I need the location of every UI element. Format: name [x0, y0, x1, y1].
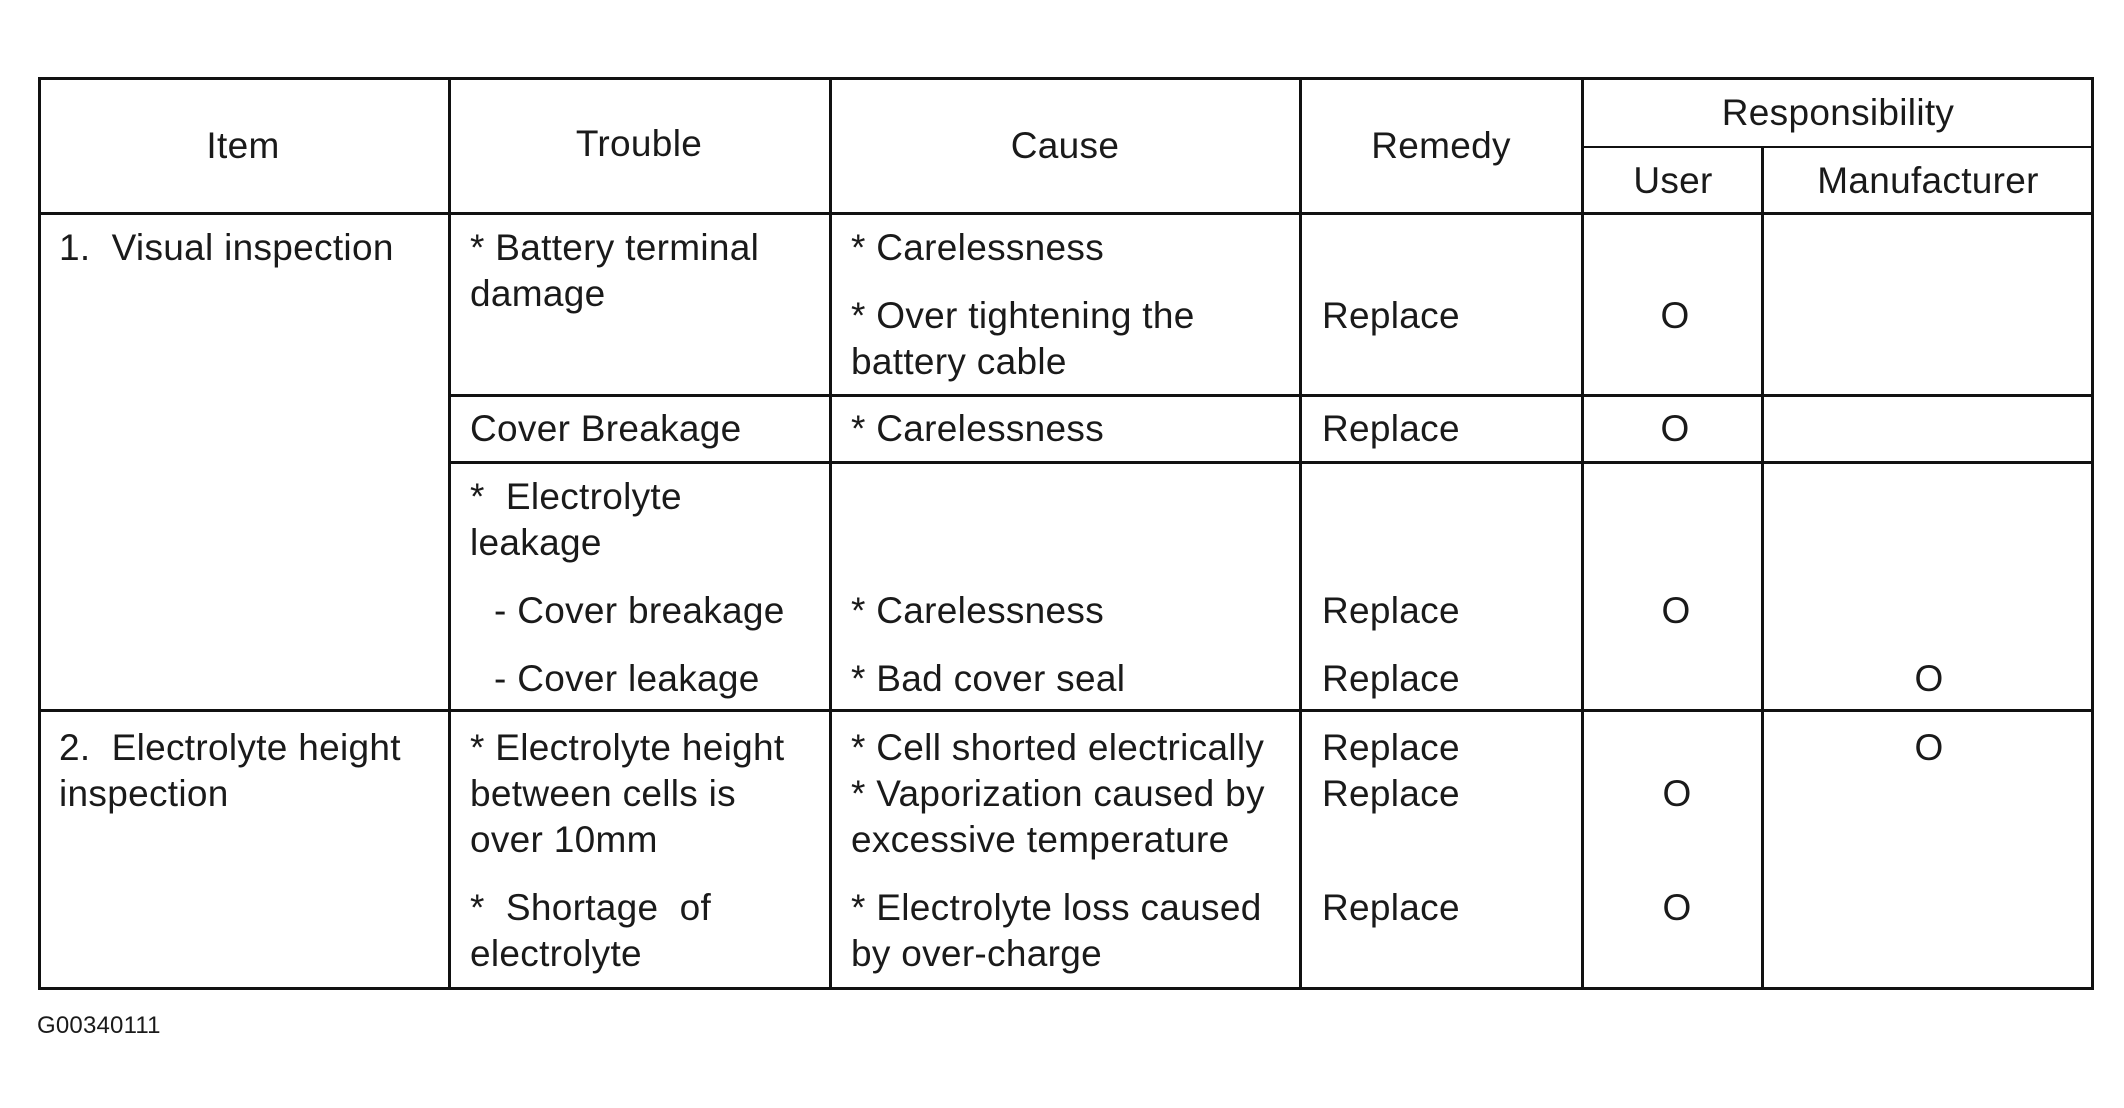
remedy-sub-cover-leakage: Replace [1322, 658, 1460, 699]
cause-cell-shorted: * Cell shorted electrically [851, 727, 1265, 768]
cause-overcharge-line2: by over-charge [851, 933, 1102, 974]
trouble-terminal-line2: damage [470, 273, 606, 314]
remedy-terminal: Replace [1322, 295, 1460, 336]
user-mark-shortage: O [1662, 887, 1692, 928]
trouble-height-line1: * Electrolyte height [470, 727, 785, 768]
remedy-cover: Replace [1322, 408, 1460, 449]
trouble-cover-breakage: Cover Breakage [470, 408, 742, 449]
table-border-top [38, 77, 2094, 80]
trouble-sub-cover-breakage: - Cover breakage [494, 590, 785, 631]
header-bottom-divider [38, 212, 2094, 215]
row-divider-section-1-2 [38, 709, 2094, 712]
item-height-inspection-line2: inspection [59, 773, 229, 814]
row-divider-terminal-cover [448, 394, 2094, 397]
item-visual-inspection: 1. Visual inspection [59, 227, 394, 268]
header-manufacturer: Manufacturer [1817, 160, 2039, 201]
header-trouble: Trouble [575, 123, 703, 164]
header-responsibility: Responsibility [1721, 92, 1955, 133]
user-mark-vaporization: O [1662, 773, 1692, 814]
figure-id: G00340111 [37, 1012, 161, 1039]
trouble-leakage-line2: leakage [470, 522, 602, 563]
manufacturer-mark-cell-shorted: O [1914, 727, 1944, 768]
manufacturer-mark-sub-cover-leakage: O [1914, 658, 1944, 699]
remedy-sub-cover-breakage: Replace [1322, 590, 1460, 631]
trouble-shortage-line1: * Shortage of [470, 887, 712, 928]
remedy-cell-shorted: Replace [1322, 727, 1460, 768]
trouble-height-line3: over 10mm [470, 819, 658, 860]
trouble-sub-cover-leakage: - Cover leakage [494, 658, 760, 699]
header-item: Item [206, 125, 280, 166]
table-border-bottom [38, 987, 2094, 990]
item-height-inspection-line1: 2. Electrolyte height [59, 727, 401, 768]
cause-terminal-overtightening-line1: * Over tightening the [851, 295, 1195, 336]
header-cause: Cause [1010, 125, 1120, 166]
cause-vaporization-line1: * Vaporization caused by [851, 773, 1265, 814]
trouble-height-line2: between cells is [470, 773, 736, 814]
trouble-shortage-line2: electrolyte [470, 933, 642, 974]
cause-sub-bad-cover-seal: * Bad cover seal [851, 658, 1126, 699]
user-mark-sub-cover-breakage: O [1661, 590, 1691, 631]
col-divider-user-manufacturer [1761, 146, 1764, 990]
trouble-terminal-line1: * Battery terminal [470, 227, 760, 268]
cause-cover-carelessness: * Carelessness [851, 408, 1105, 449]
row-divider-cover-leakage [448, 461, 2094, 464]
header-remedy: Remedy [1371, 125, 1511, 166]
remedy-vaporization: Replace [1322, 773, 1460, 814]
responsibility-subheader-divider [1581, 146, 2094, 148]
user-mark-cover: O [1660, 408, 1690, 449]
cause-vaporization-line2: excessive temperature [851, 819, 1230, 860]
cause-terminal-carelessness: * Carelessness [851, 227, 1105, 268]
cause-sub-carelessness: * Carelessness [851, 590, 1105, 631]
header-user: User [1633, 160, 1713, 201]
trouble-leakage-line1: * Electrolyte [470, 476, 682, 517]
user-mark-terminal: O [1660, 295, 1690, 336]
cause-terminal-overtightening-line2: battery cable [851, 341, 1067, 382]
cause-overcharge-line1: * Electrolyte loss caused [851, 887, 1262, 928]
remedy-shortage: Replace [1322, 887, 1460, 928]
